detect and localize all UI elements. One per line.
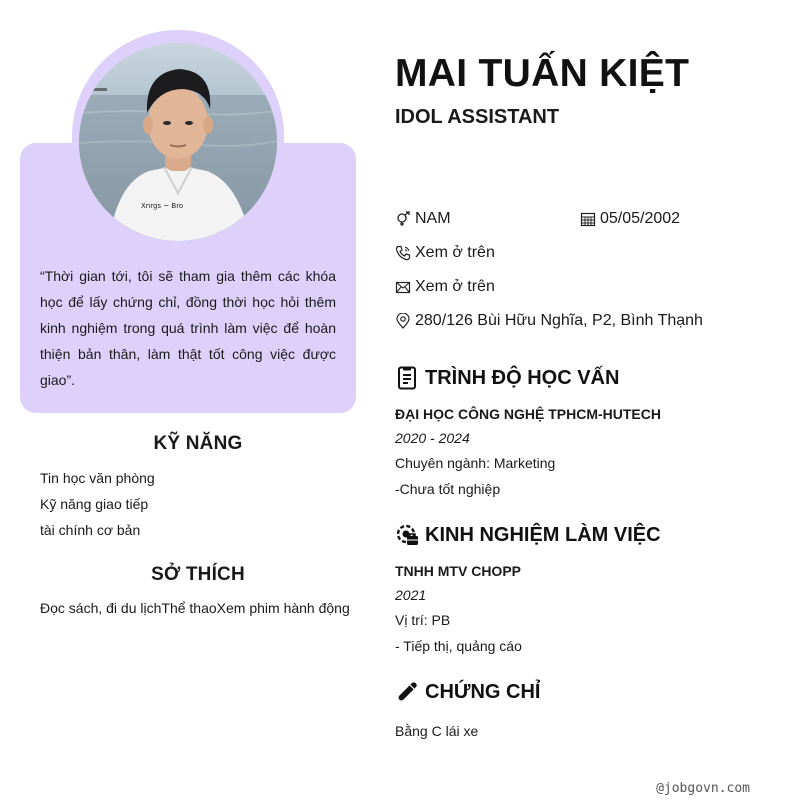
education-status: -Chưa tốt nghiệp [395,481,501,497]
experience-year: 2021 [395,587,427,603]
email-row [395,278,495,296]
phone-row [395,244,495,262]
gender-icon [395,211,411,227]
experience-role: Vị trí: PB [395,612,451,628]
skill-item: Kỹ năng giao tiếp [40,496,149,512]
experience-company: TNHH MTV CHOPP [395,563,521,579]
birthdate-value: 05/05/2002 [600,210,681,227]
certificate-item: Bằng C lái xe [395,723,479,739]
experience-icon [395,523,419,547]
education-heading-row [395,366,619,390]
candidate-position: IDOL ASSISTANT [395,106,560,128]
skills-heading: KỸ NĂNG [153,433,243,454]
experience-heading-row [395,523,661,547]
birthdate-row [580,210,680,228]
address-value: 280/126 Bùi Hữu Nghĩa, P2, Bình Thạnh [415,312,703,329]
gender-row [395,210,451,228]
location-icon [395,313,411,329]
hobbies-heading: SỞ THÍCH [151,564,245,585]
watermark: @jobgovn.com [656,781,750,796]
skill-item: Tin học văn phòng [40,470,155,486]
svg-text:Xnrgs ~ Bro: Xnrgs ~ Bro [141,202,184,210]
education-icon [395,366,419,390]
experience-description: - Tiếp thị, quảng cáo [395,638,522,654]
skills-list [40,465,356,543]
skill-item: tài chính cơ bản [40,522,141,538]
phone-icon [395,245,411,261]
education-major: Chuyên ngành: Marketing [395,455,556,471]
certificate-heading: CHỨNG CHỈ [425,680,541,703]
education-school: ĐẠI HỌC CÔNG NGHỆ TPHCM-HUTECH [395,406,661,422]
email-value: Xem ở trên [415,278,495,295]
certificate-heading-row [395,680,540,704]
address-row [395,312,703,330]
gender-value: NAM [415,210,451,227]
phone-value: Xem ở trên [415,244,495,261]
calendar-icon [580,211,596,227]
candidate-name: MAI TUẤN KIỆT [395,52,690,95]
education-heading: TRÌNH ĐỘ HỌC VẤN [425,366,620,389]
avatar-photo [79,43,277,241]
experience-heading: KINH NGHIỆM LÀM VIỆC [425,523,661,546]
hobbies-text: Đọc sách, đi du lịchThể thaoXem phim hành động [40,600,350,616]
avatar-image [79,43,277,241]
profile-quote: “Thời gian tới, tôi sẽ tham gia thêm các khóa học để lấy chứng chỉ, đồng thời học hỏi thêm kinh nghiệm trong quá trình làm việc để hoàn thiện bản thân, làm thật tốt công việc được giao”. [40,268,336,388]
education-years: 2020 - 2024 [395,430,470,446]
email-icon [395,279,411,295]
certificate-icon [395,680,419,704]
